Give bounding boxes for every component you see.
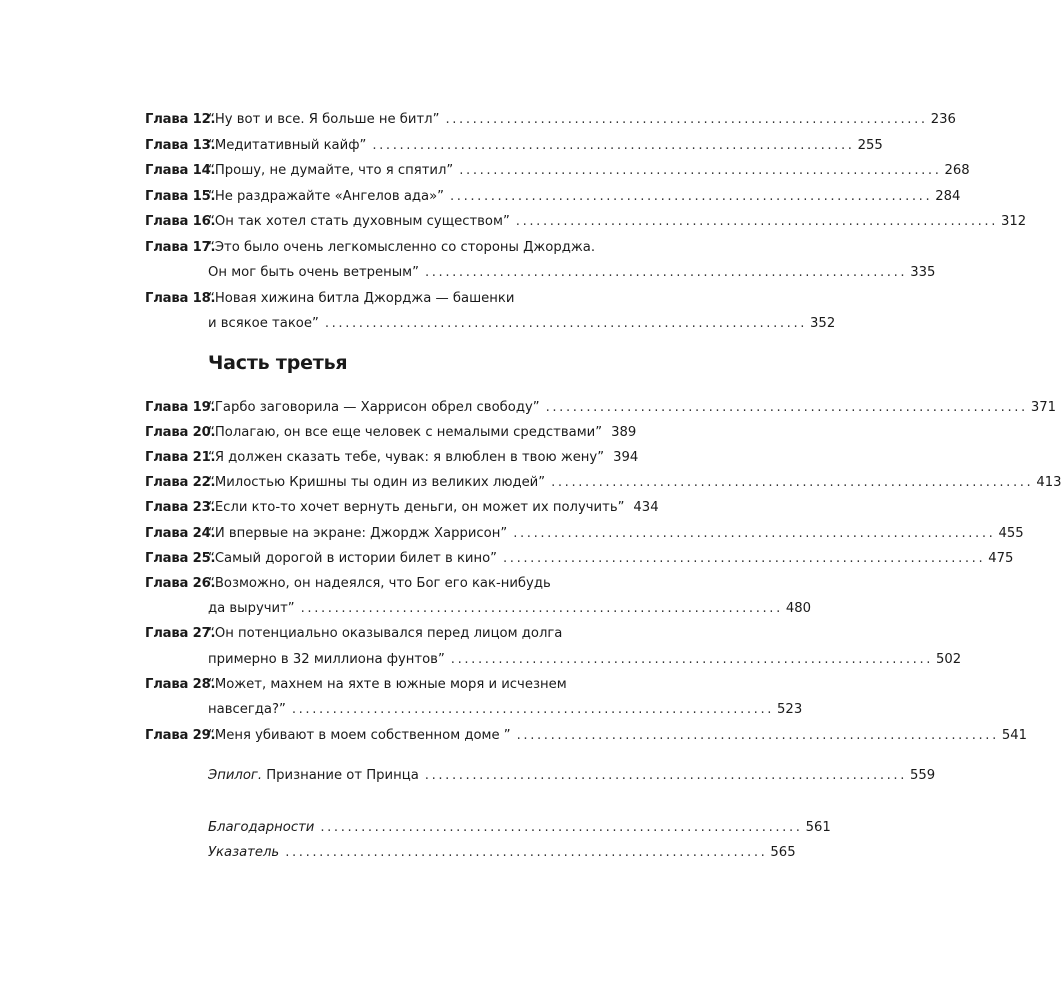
chapter-title: “Я должен сказать тебе, чувак: я влюблен в твою жену”	[208, 450, 605, 465]
page-number: 523	[777, 702, 803, 717]
dot-leader: .......................................................................	[372, 138, 855, 153]
page-number: 255	[857, 138, 883, 153]
page-number: 502	[936, 652, 962, 667]
page-number: 480	[785, 601, 812, 616]
dot-leader: .......................................................................	[450, 189, 933, 204]
page-number: 352	[810, 316, 836, 331]
dot-leader: .......................................................................	[291, 702, 775, 717]
back-matter-title: Благодарности	[208, 820, 315, 835]
dot-leader: .......................................................................	[513, 526, 996, 541]
chapter-label: Глава 20.	[145, 425, 216, 440]
chapter-title: “Медитативный кайф”	[208, 138, 367, 153]
chapter-label: Глава 18.	[145, 291, 216, 306]
chapter-label: Глава 17.	[145, 240, 216, 255]
dot-leader: .......................................................................	[545, 400, 1028, 415]
page-number: 236	[930, 112, 956, 127]
chapter-label: Глава 24.	[145, 526, 216, 541]
chapter-title: “Если кто-то хочет вернуть деньги, он может их получить”	[208, 500, 625, 515]
dot-leader: .......................................................................	[320, 820, 803, 835]
chapter-title: “Самый дорогой в истории билет в кино”	[208, 551, 498, 566]
dot-leader: .......................................................................	[424, 265, 908, 280]
dot-leader: .......................................................................	[503, 551, 986, 566]
epilogue-label: Эпилог.	[208, 768, 263, 783]
chapter-label: Глава 21.	[145, 450, 216, 465]
chapter-label: Глава 19.	[145, 400, 216, 415]
chapter-title-line-1: “Он потенциально оказывался перед лицом долга	[208, 626, 563, 641]
page-number: 475	[988, 551, 1014, 566]
page-number: 268	[944, 163, 970, 178]
dot-leader: .......................................................................	[551, 475, 1034, 490]
page-number: 541	[1001, 728, 1028, 743]
chapter-title: “Ну вот и все. Я больше не битл”	[208, 112, 440, 127]
chapter-title-line-2: навсегда?”	[208, 702, 286, 717]
back-matter-title: Указатель	[208, 845, 280, 860]
page-number: 559	[910, 768, 936, 783]
chapter-label: Глава 29.	[145, 728, 216, 743]
chapter-label: Глава 16.	[145, 214, 216, 229]
dot-leader: .......................................................................	[445, 112, 928, 127]
chapter-title: “Гарбо заговорила — Харрисон обрел свободу”	[208, 400, 540, 415]
page-number: 413	[1036, 475, 1062, 490]
page-number: 434	[633, 500, 659, 515]
chapter-title-line-1: “Новая хижина битла Джорджа — башенки	[208, 291, 515, 306]
chapter-title-line-1: “Это было очень легкомысленно со стороны Джорджа.	[208, 240, 596, 255]
chapter-title: “Милостью Кришны ты один из великих людей”	[208, 475, 546, 490]
chapter-title-line-2: да выручит”	[208, 601, 295, 616]
chapter-label: Глава 28.	[145, 677, 216, 692]
page-number: 455	[998, 526, 1024, 541]
dot-leader: .......................................................................	[515, 214, 999, 229]
dot-leader: .......................................................................	[424, 768, 908, 783]
page-number: 371	[1030, 400, 1056, 415]
page-number: 389	[611, 425, 637, 440]
chapter-title: “Не раздражайте «Ангелов ада»”	[208, 189, 445, 204]
chapter-label: Глава 22.	[145, 475, 216, 490]
dot-leader: .......................................................................	[300, 601, 783, 616]
chapter-label: Глава 23.	[145, 500, 216, 515]
page-number: 335	[910, 265, 936, 280]
page-number: 312	[1001, 214, 1027, 229]
chapter-label: Глава 13.	[145, 138, 216, 153]
chapter-title: “Полагаю, он все еще человек с немалыми средствами”	[208, 425, 603, 440]
chapter-label: Глава 26.	[145, 576, 216, 591]
chapter-title: “И впервые на экране: Джордж Харрисон”	[208, 526, 508, 541]
chapter-label: Глава 15.	[145, 189, 216, 204]
page-number: 565	[770, 845, 796, 860]
page-number: 284	[935, 189, 961, 204]
chapter-title: “Меня убивают в моем собственном доме ”	[208, 728, 511, 743]
chapter-label: Глава 25.	[145, 551, 216, 566]
dot-leader: .......................................................................	[285, 845, 768, 860]
chapter-title-line-2: и всякое такое”	[208, 316, 319, 331]
chapter-label: Глава 12.	[145, 112, 216, 127]
dot-leader: .......................................................................	[459, 163, 942, 178]
chapter-title-line-2: Он мог быть очень ветреным”	[208, 265, 419, 280]
chapter-title-line-2: примерно в 32 миллиона фунтов”	[208, 652, 445, 667]
chapter-title: “Прошу, не думайте, что я спятил”	[208, 163, 454, 178]
page-number: 561	[805, 820, 831, 835]
chapter-title: “Он так хотел стать духовным существом”	[208, 214, 510, 229]
dot-leader: .......................................................................	[516, 728, 999, 743]
chapter-label: Глава 14.	[145, 163, 216, 178]
dot-leader: .......................................................................	[324, 316, 808, 331]
chapter-label: Глава 27.	[145, 626, 216, 641]
chapter-title-line-1: “Может, махнем на яхте в южные моря и исчезнем	[208, 677, 567, 692]
dot-leader: .......................................................................	[450, 652, 934, 667]
page-number: 394	[613, 450, 639, 465]
part-title: Часть третья	[208, 352, 348, 374]
chapter-title-line-1: “Возможно, он надеялся, что Бог его как-нибудь	[208, 576, 551, 591]
epilogue-title: Признание от Принца	[262, 768, 419, 783]
